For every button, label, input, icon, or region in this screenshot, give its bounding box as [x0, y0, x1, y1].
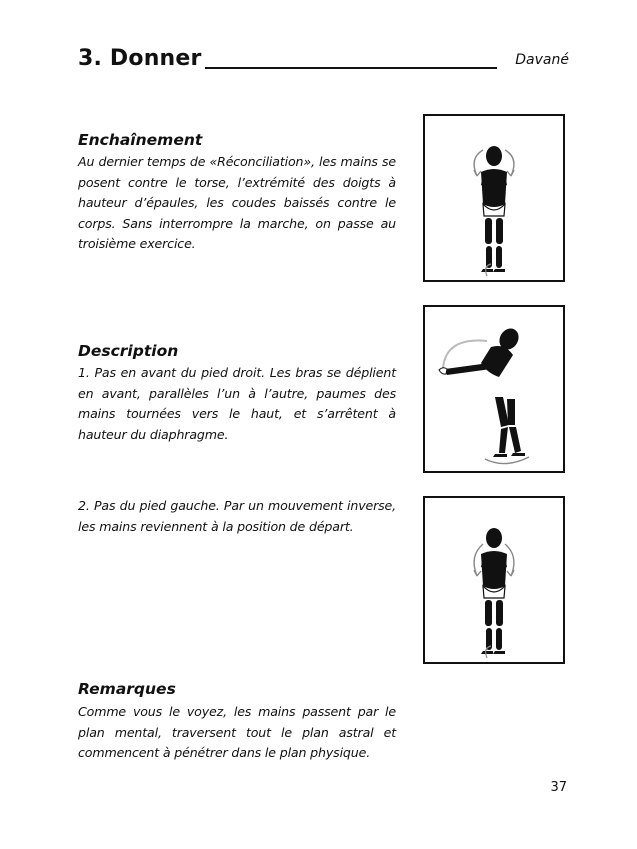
figure-arms-extended-forward: [423, 305, 565, 473]
page-title: 3. Donner: [78, 46, 202, 71]
figure-illustration-3: [425, 498, 563, 662]
figure-illustration-1: [425, 116, 563, 280]
page-number: 37: [550, 780, 567, 795]
paragraph-description-step2: 2. Pas du pied gauche. Par un mouvement inverse, les mains reviennent à la position de départ.: [78, 498, 396, 534]
paragraph-description-step1: 1. Pas en avant du pied droit. Les bras se déplient en avant, parallèles l’un à l’autre, paumes des mains tournées vers le haut, et s’arrêtent à hauteur du diaphragme.: [78, 365, 396, 442]
figure-standing-hands-on-chest: [423, 114, 565, 282]
figure-illustration-2: [425, 307, 563, 471]
figure-hands-back-to-chest: [423, 496, 565, 664]
heading-remarques: Remarques: [78, 680, 176, 698]
paragraph-enchainement: Au dernier temps de «Réconciliation», les mains se posent contre le torse, l’extrémité des doigts à hauteur d’épaules, les coudes baissés contre le corps. Sans interrompre la marche, on passe au troisième exercice.: [78, 154, 396, 251]
heading-enchainement: Enchaînement: [78, 131, 203, 149]
title-rule: [205, 67, 497, 69]
chapter-author: Davané: [515, 52, 569, 68]
heading-description: Description: [78, 342, 179, 360]
paragraph-remarques: Comme vous le voyez, les mains passent par le plan mental, traversent tout le plan astral et commencent à pénétrer dans le plan physique.: [78, 704, 396, 760]
